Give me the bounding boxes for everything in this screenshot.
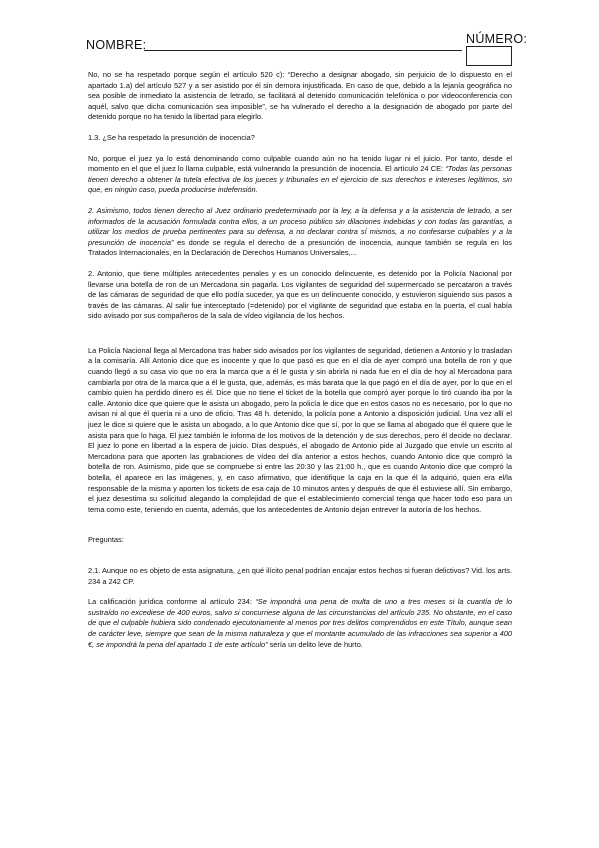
spacer bbox=[88, 525, 512, 535]
header bbox=[86, 30, 526, 52]
question-2-1: 2.1. Aunque no es objeto de esta asignatura, ¿en qué ilícito penal podrían encajar estos hechos si fueran delictivos? Vid. los arts. 234 a 242 CP. bbox=[88, 565, 512, 586]
question-1-3: 1.3. ¿Se ha respetado la presunción de inocencia? bbox=[88, 132, 255, 142]
spacer bbox=[88, 332, 512, 346]
nombre-label: NOMBRE: bbox=[86, 38, 147, 52]
quoted-article-24-2: 2. Asimismo, todos tienen derecho al Juez ordinario predeterminado por la ley, a la defensa y a la asistencia de letrado, a ser informados de la acusación formulada contra ellos, a un proceso público sin dilaciones indebidas y con todas las garantías, a utilizar los medios de prueba pertinentes para su defensa, a no declarar contra sí mismos, a no confesarse culpables y a la presunción de inocencia” bbox=[88, 205, 512, 247]
quoted-article-24: “Todas las personas tienen derecho a obtener la tutela efectiva de los jueces y tribunales en el ejercicio de sus derechos e intereses legítimos, sin que, en ningún caso, pueda producirse indefensión. bbox=[88, 164, 513, 195]
document-body bbox=[88, 70, 512, 660]
nombre-field[interactable] bbox=[144, 50, 462, 51]
case-statement-2: 2. Antonio, que tiene múltiples antecedentes penales y es un conocido delincuente, es detenido por la Policía Nacional por llevarse una botella de ron de un Mercadona sin pagarla. Los vigilantes de seguridad del supermercado se percataron a través de las cámaras de seguridad de que ello podía suceder, ya que es un delincuente conocido, y estuvieron siguiendo sus pasos a través de las cámaras. Al salir fue interceptado (=detenido) por el vigilante de seguridad que estaba en la puerta, el cual había sido avisado por sus compañeros de la sala de vídeo vigilancia de los hechos. bbox=[88, 268, 512, 321]
answer-text: sería un delito leve de hurto. bbox=[267, 639, 363, 649]
answer-paragraph-abogado: No, no se ha respetado porque según el artículo 520 c): “Derecho a designar abogado, sin perjuicio de lo dispuesto en el apartado 1.a) del artículo 527 y a ser asistido por él sin demora injustificada. En caso de que, debido a la lejanía geográfica no sea posible de inmediato la asistencia de letrado, se facilitará al detenido comunicación telefónica o por videoconferencia con aquél, salvo que dicha comunicación sea imposible”, se ha vulnerado el derecho a la designación de abogado por parte del detenido porque no ha tenido la libertad para elegirlo. bbox=[88, 70, 512, 122]
case-narrative: La Policía Nacional llega al Mercadona tras haber sido avisados por los vigilantes de seguridad, detienen a Antonio y lo trasladan a la comisaría. Allí Antonio dice que es inocente y que lo que pasó es que en el día de ayer compró una botella de ron y que cuando llegó a su casa vio que no era la marca que a él le gusta y sin abrirla ni nada fue en el día de hoy al Mercadona para cambiarla por otra de la marca que a él le gusta, que, además, es más barata que la que pagó en el día de ayer, por lo que en el cambio quien ha perdido dinero es él. Dice que no tiene el ticket de la botella que compró ayer porque lo tiró cuando iba por la calle. Antonio dice que quiere que le asista un abogado, pero la policía le dice que en estos casos no es necesario, por lo que no avisan ni al que él quería ni a uno de oficio. Tras 48 h. detenido, la policía pone a Antonio a disposición judicial. Una vez allí el juez le dice si quiere que le asista un abogado, a lo que Antonio dice que sí, por lo que se llama al abogado que él quiere que le asista para que lo haga. El juez también le informa de los motivos de la detención y de sus derechos, pero él decide no declarar. El juez lo pone en libertad a la espera de juicio. Días después, el abogado de Antonio pide al Juzgado que envíe un escrito al Mercadona para que aporten las grabaciones de vídeo del día anterior a estos hechos, cuando Antonio dice que compró la botella de ron. Asimismo, pide que se compruebe si entre las 20:30 y las 21:00 h., que es cuando Antonio dice que compró la botella, él aparece en las imágenes, y, en caso afirmativo, que identifique la caja en la que él la adquirió, quien era el/la responsable de la misma y aporten los tickets de esa caja de 10 minutos antes y después de que él estuviese allí. Sin embargo, el juez desestima su solicitud alegando la complejidad de que el establecimiento comercial tenga que hacer todo eso para un tema como este, teniendo en cuenta, además, que los antecedentes de Antonio dejan entrever la autoría de los hechos. bbox=[88, 345, 512, 514]
answer-text: es donde se regula el derecho de a presunción de inocencia, aunque también se regula en los Tratados Internacionales, en la Declaración de Derechos Humanos Universales,... bbox=[88, 237, 512, 258]
preguntas-heading: Preguntas: bbox=[88, 535, 124, 545]
answer-text: No, porque el juez ya lo está denominando como culpable cuando aún no ha tenido lugar ni el juicio. Por tanto, desde el momento en el que el juez lo llama culpable, está vulnerando la presunción de inocencia. El artículo 24 CE: bbox=[88, 153, 512, 174]
numero-field[interactable] bbox=[466, 46, 512, 66]
answer-text: La calificación jurídica conforme al artículo 234: bbox=[88, 597, 256, 607]
spacer bbox=[88, 556, 512, 566]
answer-paragraph-hurto bbox=[88, 597, 512, 650]
quoted-article-234: “Se impondrá una pena de multa de uno a tres meses si la cuantía de lo sustraído no excediese de 400 euros, salvo si concurriese alguna de las circunstancias del artículo 235. No obstante, en el caso de que el culpable hubiera sido condenado ejecutoriamente al menos por tres delitos comprendidos en este Título, aunque sean de carácter leve, siempre que sean de la misma naturaleza y que el montante acumulado de las infracciones sea superior a 400 €, se impondrá la pena del apartado 1 de este artículo” bbox=[88, 597, 513, 649]
answer-paragraph-article-24-2 bbox=[88, 206, 512, 259]
answer-paragraph-presuncion bbox=[88, 154, 512, 196]
numero-label: NÚMERO: bbox=[466, 32, 528, 46]
